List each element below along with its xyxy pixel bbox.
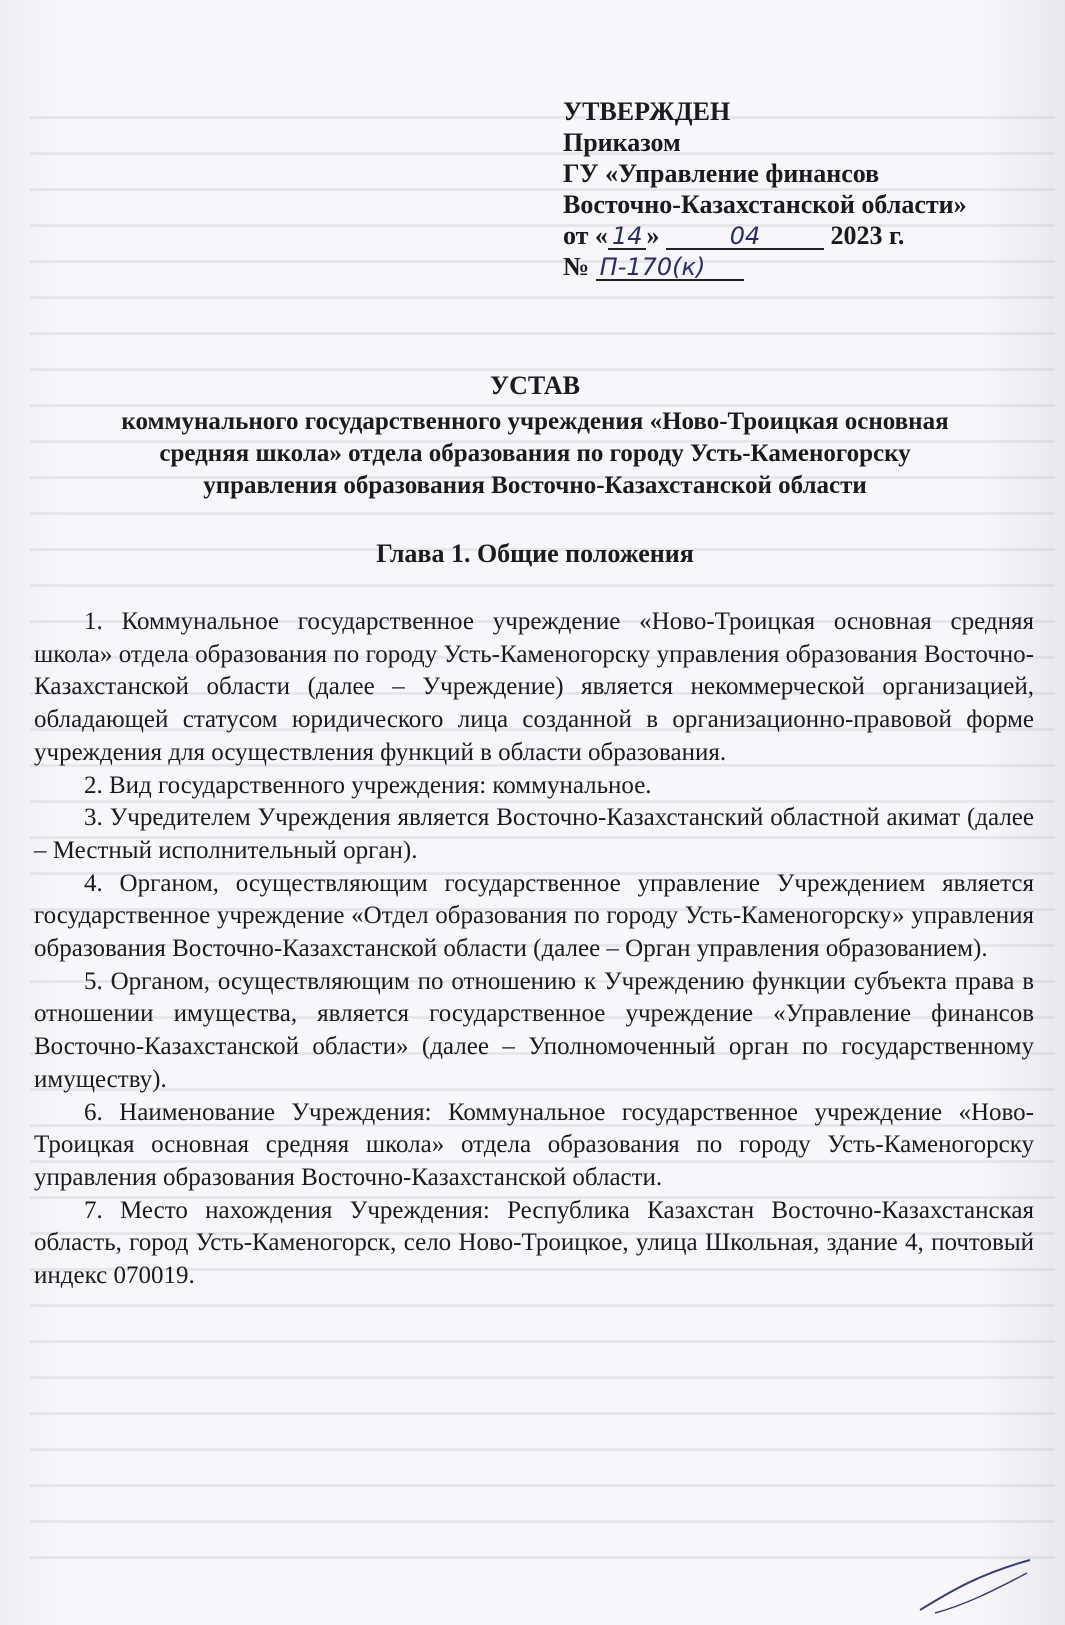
paragraph-1: 1. Коммунальное государственное учреждение «Ново-Троицкая основная средняя школа» отдела образования по городу Усть-Каменогорску управления образования Восточно-Казахстанской области (далее – Учреждение) является некоммерческой организацией, обладающей статусом юридического лица созданной в организационно-правовой форме учреждения для осуществления функций в области образования. <box>34 608 1034 766</box>
paragraph-2: 2. Вид государственного учреждения: коммунальное. <box>84 771 652 799</box>
charter-title <box>30 370 1040 502</box>
paragraph-6: 6. Наименование Учреждения: Коммунальное государственное учреждение «Ново-Троицкая основная средняя школа» отдела образования по городу Усть-Каменогорску управления образования Восточно-Казахстанской области. <box>34 1098 1034 1191</box>
paragraph-5: 5. Органом, осуществляющим по отношению к Учреждению функции субъекта права в отношении имущества, является государственное учреждение «Управление финансов Восточно-Казахстанской области» (далее – Уполномоченный орган по государственному имуществу). <box>34 967 1034 1093</box>
approval-number-line: № П-170(к) <box>563 251 1033 282</box>
chapter-heading: Глава 1. Общие положения <box>376 539 694 568</box>
title-line-3: управления образования Восточно-Казахстанской области <box>203 472 867 499</box>
approval-region-line: Восточно-Казахстанской области» <box>563 190 967 219</box>
signature-mark-icon <box>915 1555 1035 1615</box>
approval-order-line: Приказом <box>563 128 681 157</box>
paragraph-7: 7. Место нахождения Учреждения: Республика Казахстан Восточно-Казахстанская область, город Усть-Каменогорск, село Ново-Троицкое, улица Школьная, здание 4, почтовый индекс 070019. <box>34 1196 1034 1290</box>
paragraph-3: 3. Учредителем Учреждения является Восточно-Казахстанский областной акимат (далее – Местный исполнительный орган). <box>34 804 1034 864</box>
handwritten-number: П-170(к) <box>596 255 744 281</box>
approval-date-line: от « 14 » 04 2023 г. <box>563 221 905 250</box>
approval-org-line: ГУ «Управление финансов <box>563 159 880 188</box>
title-line-2: средняя школа» отдела образования по городу Усть-Каменогорску <box>159 440 911 467</box>
handwritten-day: 14 <box>608 224 647 250</box>
approval-heading: УТВЕРЖДЕН <box>563 97 731 126</box>
doc-type-heading: УСТАВ <box>489 371 581 400</box>
handwritten-month: 04 <box>666 224 824 250</box>
charter-body <box>34 606 1034 1293</box>
approval-year: 2023 г. <box>830 221 905 250</box>
paragraph-4: 4. Органом, осуществляющим государственное управление Учреждением является государственное учреждение «Отдел образования по городу Усть-Каменогорску» управления образования Восточно-Казахстанской области (далее – Орган управления образованием). <box>34 869 1034 963</box>
title-line-1: коммунального государственного учреждения «Ново-Троицкая основная <box>121 408 949 435</box>
approval-stamp-block <box>563 96 1033 282</box>
